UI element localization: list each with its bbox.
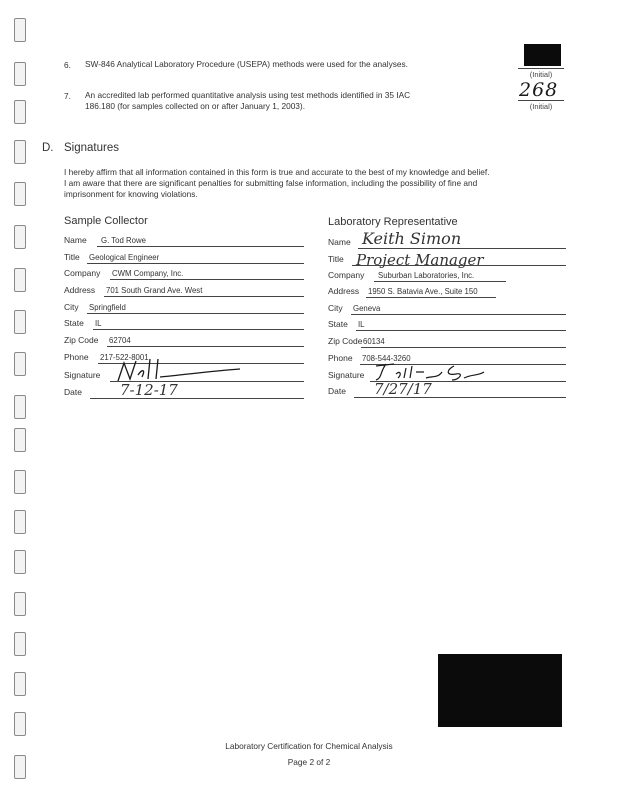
field-value: 701 South Grand Ave. West [106, 286, 203, 295]
field-value: 1950 S. Batavia Ave., Suite 150 [368, 287, 478, 296]
lab-date-row [328, 380, 566, 398]
affirmation-line: I am aware that there are significant penalties for submitting false information, including the possibility of fine and [64, 178, 478, 188]
binder-hole [14, 182, 26, 206]
initial-label: (Initial) [529, 102, 553, 111]
page-number: Page 2 of 2 [287, 757, 331, 767]
field-label: Phone [64, 352, 89, 362]
collector-city-row [64, 300, 304, 314]
field-line [358, 248, 566, 249]
binder-hole [14, 225, 26, 249]
binder-hole [14, 62, 26, 86]
field-label: State [328, 319, 348, 329]
binder-hole [14, 100, 26, 124]
field-label: City [328, 303, 343, 313]
binder-hole [14, 632, 26, 656]
field-line [107, 346, 304, 347]
field-label: State [64, 318, 84, 328]
item-text-line2: 186.180 (for samples collected on or after January 1, 2003). [85, 101, 305, 111]
affirmation-line: I hereby affirm that all information contained in this form is true and accurate to the best of my knowledge and belief. [64, 167, 490, 177]
lab-name-row [328, 229, 566, 249]
field-value: 708-544-3260 [362, 354, 411, 363]
binder-hole [14, 510, 26, 534]
item-text: SW-846 Analytical Laboratory Procedure (USEPA) methods were used for the analyses. [85, 59, 408, 69]
field-label: Phone [328, 353, 353, 363]
field-value: Springfield [89, 303, 126, 312]
initial-label: (Initial) [529, 70, 553, 79]
field-value: IL [95, 319, 102, 328]
field-label: Date [328, 386, 346, 396]
field-value: Project Manager [356, 251, 484, 269]
field-value: 217-522-8001 [100, 353, 149, 362]
field-line [93, 329, 304, 330]
binder-hole [14, 470, 26, 494]
collector-company-row [64, 266, 304, 280]
field-line [110, 279, 304, 280]
field-label: Title [64, 252, 80, 262]
field-label: Company [328, 270, 365, 280]
initial-line [518, 100, 564, 101]
binder-hole [14, 550, 26, 574]
field-line [87, 263, 304, 264]
redaction-box [524, 44, 561, 66]
section-letter: D. [42, 142, 54, 154]
field-label: Signature [64, 370, 101, 380]
binder-hole [14, 712, 26, 736]
binder-hole [14, 268, 26, 292]
initial-line [518, 68, 564, 69]
collector-title-row [64, 250, 304, 264]
collector-heading: Sample Collector [64, 215, 148, 227]
field-line [97, 246, 304, 247]
binder-hole [14, 592, 26, 616]
item-number: 7. [64, 91, 71, 101]
lab-company-row [328, 268, 566, 282]
field-label: Address [64, 285, 96, 295]
handwritten-initials: 268 [519, 79, 559, 101]
binder-hole [14, 310, 26, 334]
footer-title: Laboratory Certification for Chemical Analysis [225, 741, 393, 751]
binder-hole [14, 395, 26, 419]
collector-state-row [64, 316, 304, 330]
collector-address-row [64, 283, 304, 297]
field-value: Geological Engineer [89, 253, 160, 262]
field-line [361, 347, 566, 348]
field-line [354, 397, 566, 398]
field-value: CWM Company, Inc. [112, 269, 184, 278]
field-line [87, 313, 304, 314]
field-label: Name [64, 235, 87, 245]
field-label: Date [64, 387, 82, 397]
field-label: Zip Code [328, 336, 363, 346]
field-label: Title [328, 254, 344, 264]
redaction-box [438, 654, 562, 727]
field-label: Signature [328, 370, 365, 380]
field-value: 7-12-17 [120, 381, 178, 399]
field-label: City [64, 302, 79, 312]
field-value: Suburban Laboratories, Inc. [378, 271, 475, 280]
lab-signature [372, 360, 492, 382]
affirmation-line: imprisonment for knowing violations. [64, 189, 198, 199]
item-number: 6. [64, 60, 71, 70]
field-line [352, 265, 566, 266]
field-line [374, 281, 506, 282]
lab-title-row [328, 251, 566, 269]
item-text-line1: An accredited lab performed quantitative analysis using test methods identified in 35 IAC [85, 90, 411, 100]
field-line [104, 296, 304, 297]
field-label: Company [64, 268, 101, 278]
collector-date-row [64, 381, 304, 399]
field-value: 62704 [109, 336, 131, 345]
field-line [366, 297, 496, 298]
field-value: IL [358, 320, 365, 329]
field-value: 7/27/17 [374, 380, 432, 398]
field-value: 60134 [363, 337, 385, 346]
collector-zip-row [64, 333, 304, 347]
section-title: Signatures [64, 142, 119, 154]
field-value: Keith Simon [362, 229, 462, 248]
collector-name-row [64, 233, 304, 247]
binder-hole [14, 140, 26, 164]
binder-hole [14, 428, 26, 452]
lab-zip-row [328, 334, 566, 348]
field-value: G. Tod Rowe [101, 236, 146, 245]
field-value: Geneva [353, 304, 381, 313]
lab-address-row [328, 284, 566, 298]
field-line [90, 398, 304, 399]
field-line [351, 314, 566, 315]
binder-hole [14, 352, 26, 376]
binder-hole [14, 18, 26, 42]
field-line [356, 330, 566, 331]
lab-state-row [328, 317, 566, 331]
field-label: Address [328, 286, 360, 296]
lab-city-row [328, 301, 566, 315]
binder-hole [14, 672, 26, 696]
field-label: Zip Code [64, 335, 99, 345]
lab-heading: Laboratory Representative [328, 216, 458, 228]
field-label: Name [328, 237, 351, 247]
